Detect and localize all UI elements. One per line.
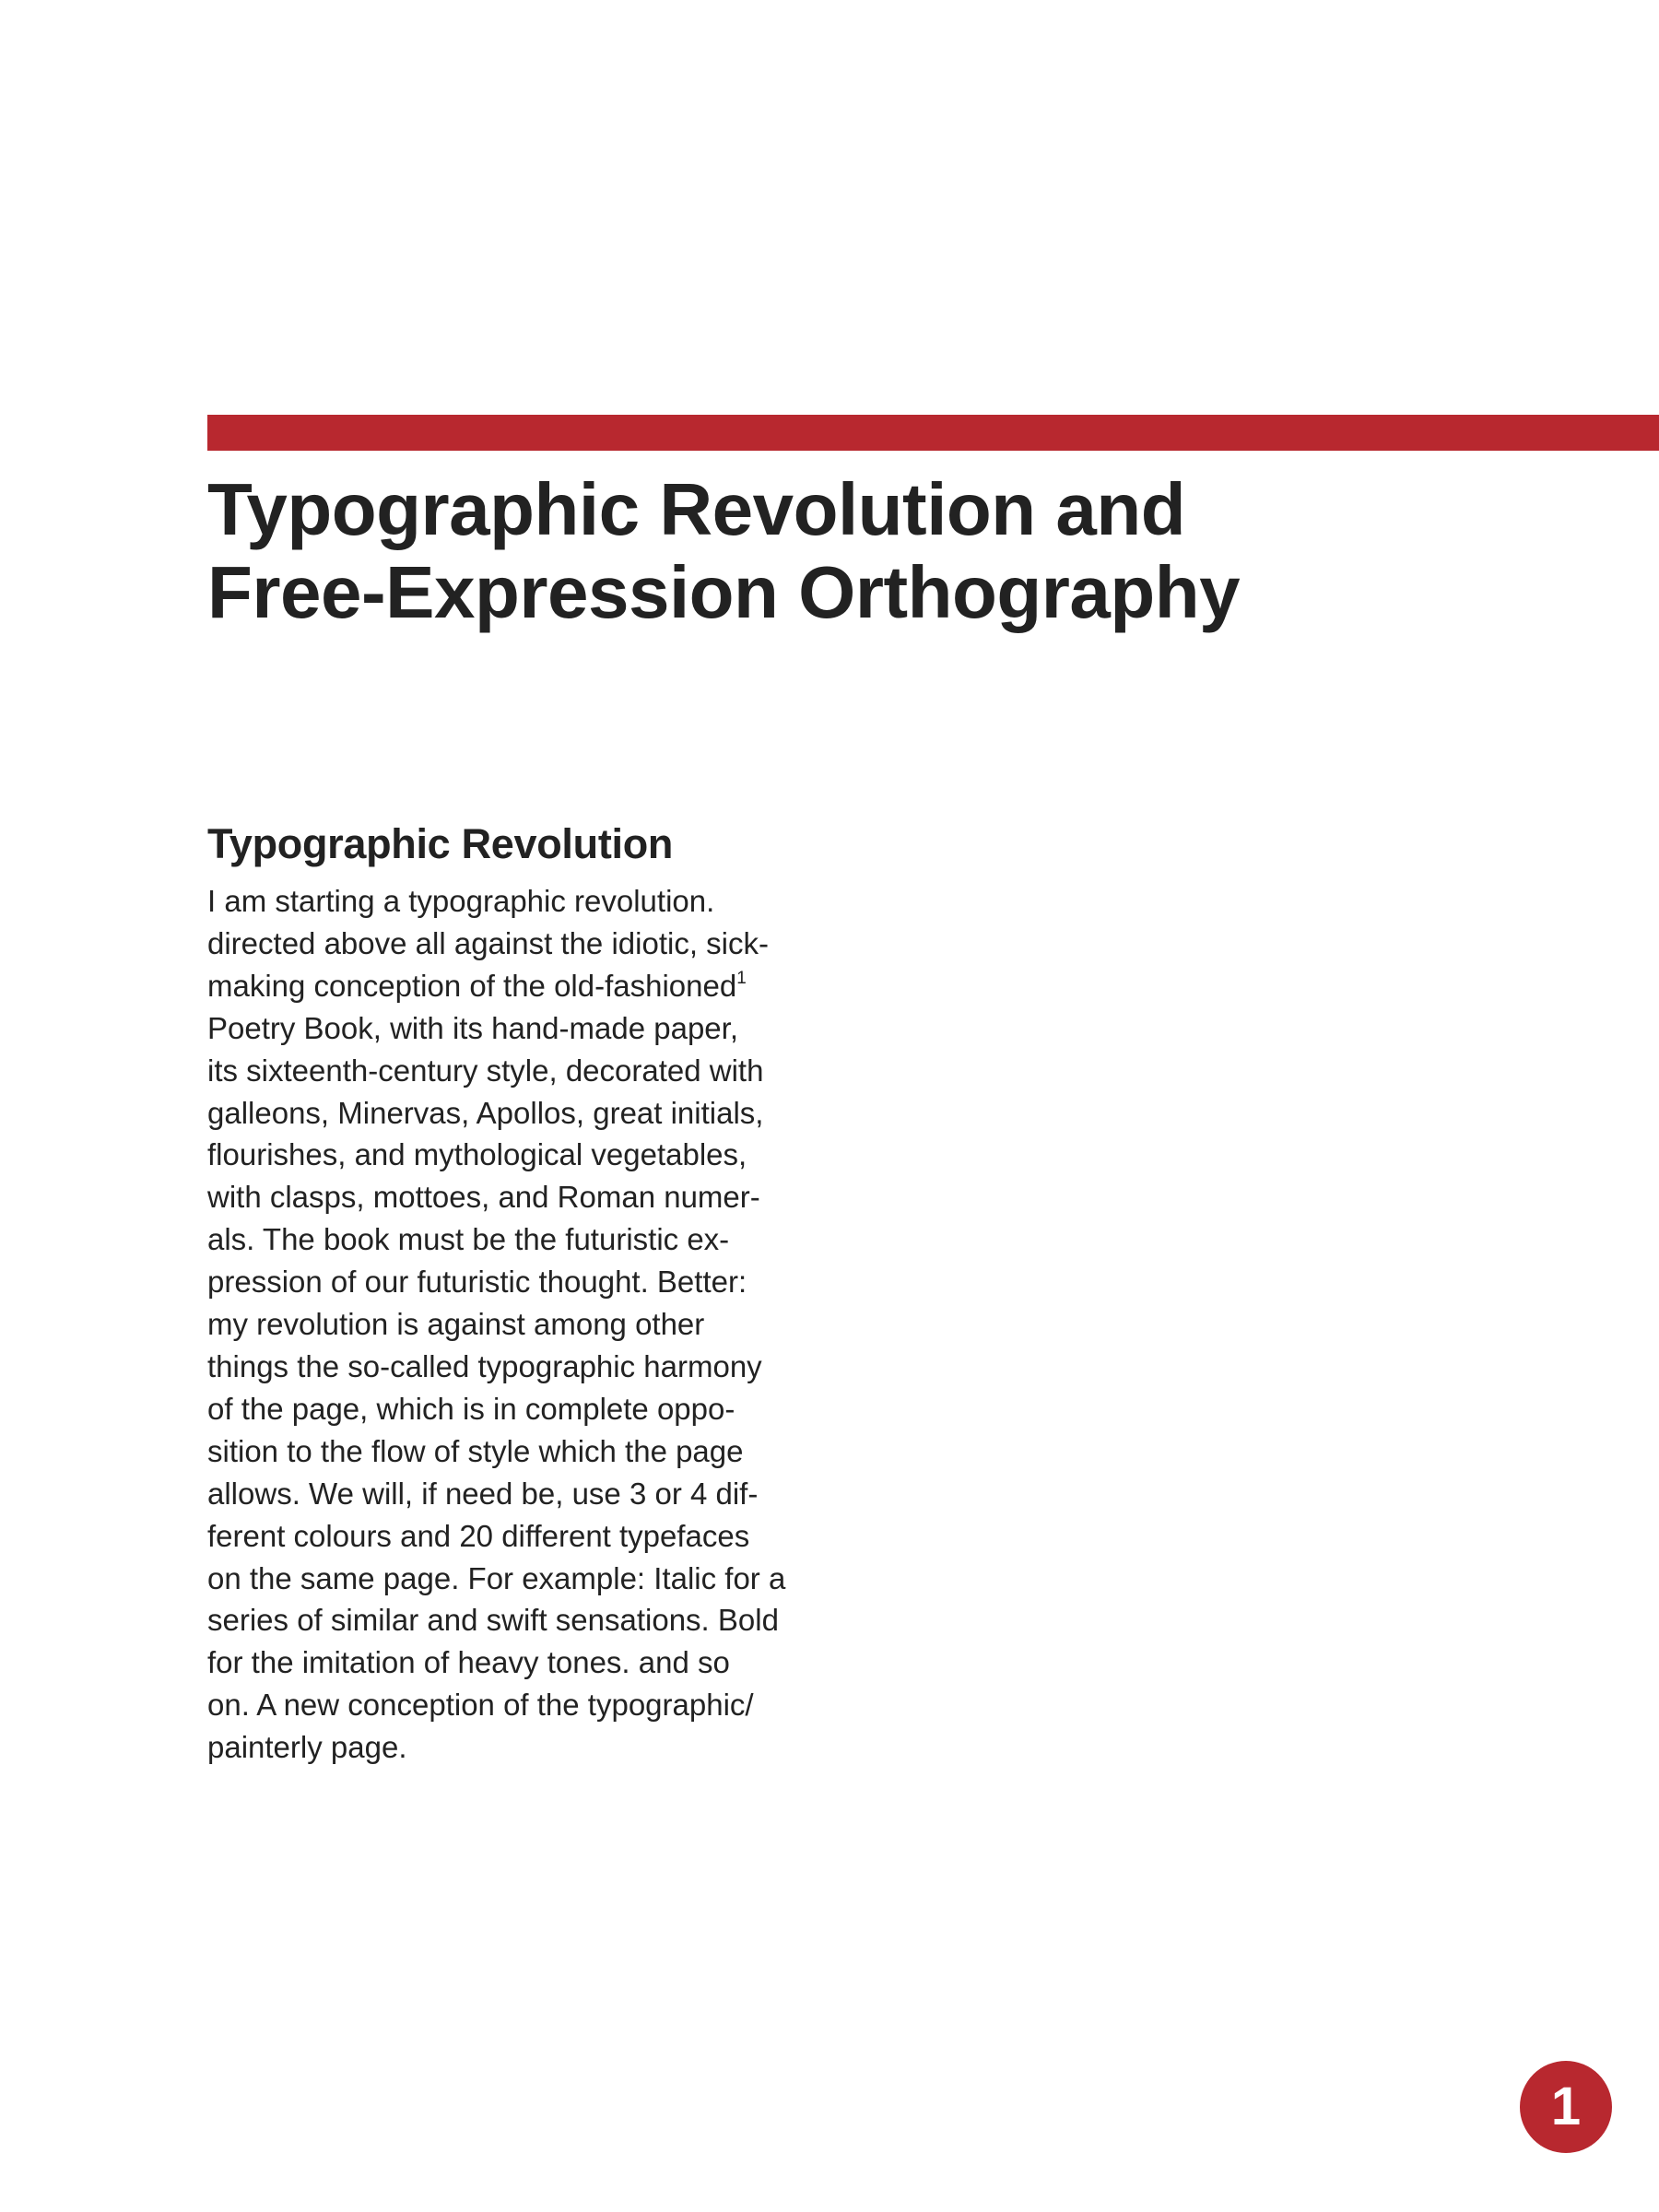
document-title-line: Free-Expression Orthography xyxy=(207,551,1241,633)
accent-bar xyxy=(207,415,1659,451)
body-line: its sixteenth-century style, decorated with xyxy=(207,1053,764,1088)
body-line: on. A new conception of the typographic/ xyxy=(207,1688,754,1723)
document-title-line: Typographic Revolution and xyxy=(207,468,1186,550)
section-heading: Typographic Revolution xyxy=(207,820,674,867)
body-line: sition to the flow of style which the page xyxy=(207,1433,744,1468)
body-line: things the so-called typographic harmony xyxy=(207,1348,762,1383)
body-line: series of similar and swift sensations. Bold xyxy=(207,1603,779,1638)
body-line: my revolution is against among other xyxy=(207,1307,705,1342)
body-line: galleons, Minervas, Apollos, great initials, xyxy=(207,1095,764,1130)
body-line: with clasps, mottoes, and Roman numer- xyxy=(207,1180,760,1215)
body-line: ferent colours and 20 different typefaces xyxy=(207,1518,750,1553)
body-line: allows. We will, if need be, use 3 or 4 dif- xyxy=(207,1476,759,1511)
page-number-badge: 1 xyxy=(1520,2061,1612,2153)
body-line-with-footnote xyxy=(207,965,853,1007)
body-line: of the page, which is in complete oppo- xyxy=(207,1391,735,1426)
body-line: painterly page. xyxy=(207,1730,407,1765)
body-line: als. The book must be the futuristic ex- xyxy=(207,1222,730,1257)
footnote-marker[interactable]: 1 xyxy=(736,968,747,988)
body-line-text: making conception of the old-fashioned xyxy=(207,968,737,1003)
body-line: on the same page. For example: Italic for a xyxy=(207,1560,786,1595)
body-line: for the imitation of heavy tones. and so xyxy=(207,1645,730,1680)
body-line: directed above all against the idiotic, sick- xyxy=(207,925,769,960)
document-title xyxy=(207,468,1544,634)
body-paragraph xyxy=(207,880,853,1769)
body-line: flourishes, and mythological vegetables, xyxy=(207,1137,747,1172)
body-line: pression of our futuristic thought. Better: xyxy=(207,1265,747,1300)
body-line: Poetry Book, with its hand-made paper, xyxy=(207,1010,738,1045)
body-line: I am starting a typographic revolution. xyxy=(207,884,715,918)
